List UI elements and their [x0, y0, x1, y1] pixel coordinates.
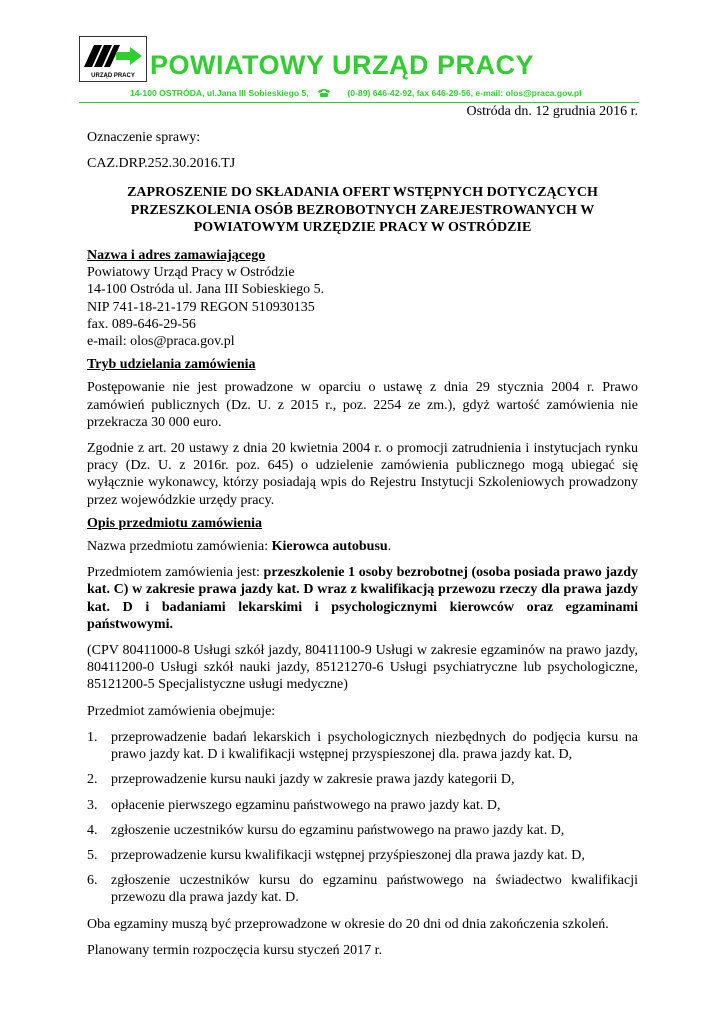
list-item	[87, 771, 638, 788]
list-item-number: 6.	[87, 873, 98, 889]
subject-scope-label: Przedmiotem zamówienia jest:	[87, 565, 264, 581]
list-item-text: przeprowadzenie kursu nauki jazdy w zakresie prawa jazdy kategorii D,	[111, 772, 515, 788]
case-label: Oznaczenie sprawy:	[87, 130, 201, 145]
header-address: 14-100 OSTRÓDA, ul.Jana III Sobieskiego 5,	[130, 88, 309, 98]
date-line: Ostróda dn. 12 grudnia 2016 r.	[466, 104, 638, 119]
procedure-paragraph: Zgodnie z art. 20 ustawy z dnia 20 kwietnia 2004 r. o promocji zatrudnienia i instytucjach rynku pracy (Dz. U. z 2016r. poz. 645) o udzielenie zamówienia publicznego mogą ubiegać się wyłącznie wykonawcy, którzy posiadają wpis do Rejestru Instytucji Szkoleniowych prowadzony przez wojewódzkie urzędy pracy.	[87, 441, 638, 508]
scope-list	[87, 729, 638, 907]
list-item-number: 4.	[87, 822, 98, 838]
document-title: ZAPROSZENIE DO SKŁADANIA OFERT WSTĘPNYCH DOTYCZĄCYCH PRZESZKOLENIA OSÓB BEZROBOTNYCH ZAREJESTROWANYCH W POWIATOWYM URZĘDZIE PRACY W OSTRÓDZIE	[127, 185, 598, 235]
subject-name	[87, 538, 638, 555]
includes-label: Przedmiot zamówienia obejmuje:	[87, 703, 276, 719]
authority-line: Powiatowy Urząd Pracy w Ostródzie	[87, 265, 295, 281]
start-note: Planowany termin rozpoczęcia kursu styczeń 2017 r.	[87, 942, 383, 958]
case-number: CAZ.DRP.252.30.2016.TJ	[87, 156, 236, 172]
subject-scope	[87, 564, 638, 633]
list-item-number: 1.	[87, 729, 98, 745]
list-item	[87, 847, 638, 864]
document-body	[87, 129, 638, 959]
logo-arrows-icon	[80, 39, 146, 73]
subject-name-value: Kierowca autobusu	[271, 539, 388, 555]
list-item-text: przeprowadzenie kursu kwalifikacji wstępnej przyśpieszonej dla prawa jazdy kat. D,	[111, 847, 585, 863]
list-item	[87, 822, 638, 839]
contact-line	[130, 88, 582, 98]
list-item-number: 3.	[87, 797, 98, 813]
list-item-text: przeprowadzenie badań lekarskich i psychologicznych niezbędnych do podjęcia kursu na prawo jazdy kat. D i kwalifikacji wstępnej przyspieszonej dla. prawa jazdy kat. D,	[111, 729, 638, 763]
list-item-text: zgłoszenie uczestników kursu do egzaminu państwowego na prawo jazdy kat. D,	[111, 822, 565, 838]
organization-name: POWIATOWY URZĄD PRACY	[150, 50, 535, 80]
header-phone-fax-email: (0-89) 646-42-92, fax 646-29-56, e-mail: olos@praca.gov.pl	[347, 88, 582, 98]
authority-line: fax. 089-646-29-56	[87, 316, 196, 332]
logo-caption: URZĄD PRACY	[91, 73, 135, 79]
logo	[79, 36, 147, 82]
list-item	[87, 872, 638, 906]
authority-line: NIP 741-18-21-179 REGON 510930135	[87, 299, 315, 315]
subject-name-end: .	[387, 539, 392, 555]
phone-icon	[317, 88, 331, 97]
subject-heading: Opis przedmiotu zamówienia	[87, 515, 262, 531]
list-item	[87, 797, 638, 814]
list-item-text: zgłoszenie uczestników kursu do egzaminu państwowego na świadectwo kwalifikacji przewozu dla prawa jazdy kat. D.	[111, 873, 638, 906]
subject-scope-value: przeszkolenie 1 osoby bezrobotnej (osoba posiada prawo jazdy kat. C) w zakresie prawa jazdy kat. D wraz z kwalifikacją przewozu rzeczy dla prawa jazdy kat. D i badaniami lekarskimi i psychologicznymi kierowców oraz egzaminami państwowymi.	[87, 565, 638, 632]
header-divider	[79, 102, 639, 103]
procedure-paragraph: Postępowanie nie jest prowadzone w oparciu o ustawę z dnia 29 stycznia 2004 r. Prawo zamówień publicznych (Dz. U. z 2015 r., poz. 2254 ze zm.), gdyż wartość zamówienia nie przekracza 30 000 euro.	[87, 380, 638, 430]
authority-line: e-mail: olos@praca.gov.pl	[87, 334, 235, 350]
contracting-authority-heading: Nazwa i adres zamawiającego	[87, 248, 266, 264]
exams-note: Oba egzaminy muszą być przeprowadzone w okresie do 20 dni od dnia zakończenia szkoleń.	[87, 916, 609, 932]
authority-line: 14-100 Ostróda ul. Jana III Sobieskiego 5.	[87, 282, 325, 298]
list-item-number: 5.	[87, 847, 98, 863]
list-item-number: 2.	[87, 772, 98, 788]
subject-name-label: Nazwa przedmiotu zamówienia:	[87, 539, 272, 555]
list-item-text: opłacenie pierwszego egzaminu państwowego na prawo jazdy kat. D,	[111, 797, 501, 813]
list-item	[87, 729, 638, 763]
cpv-codes: (CPV 80411000-8 Usługi szkół jazdy, 80411100-9 Usługi w zakresie egzaminów na prawo jazdy, 80411200-0 Usługi szkół nauki jazdy, 85121270-6 Usługi psychiatryczne lub psychologiczne, 85121200-5 Specjalistyczne usługi medyczne)	[87, 643, 638, 693]
procedure-heading: Tryb udzielania zamówienia	[87, 357, 256, 373]
